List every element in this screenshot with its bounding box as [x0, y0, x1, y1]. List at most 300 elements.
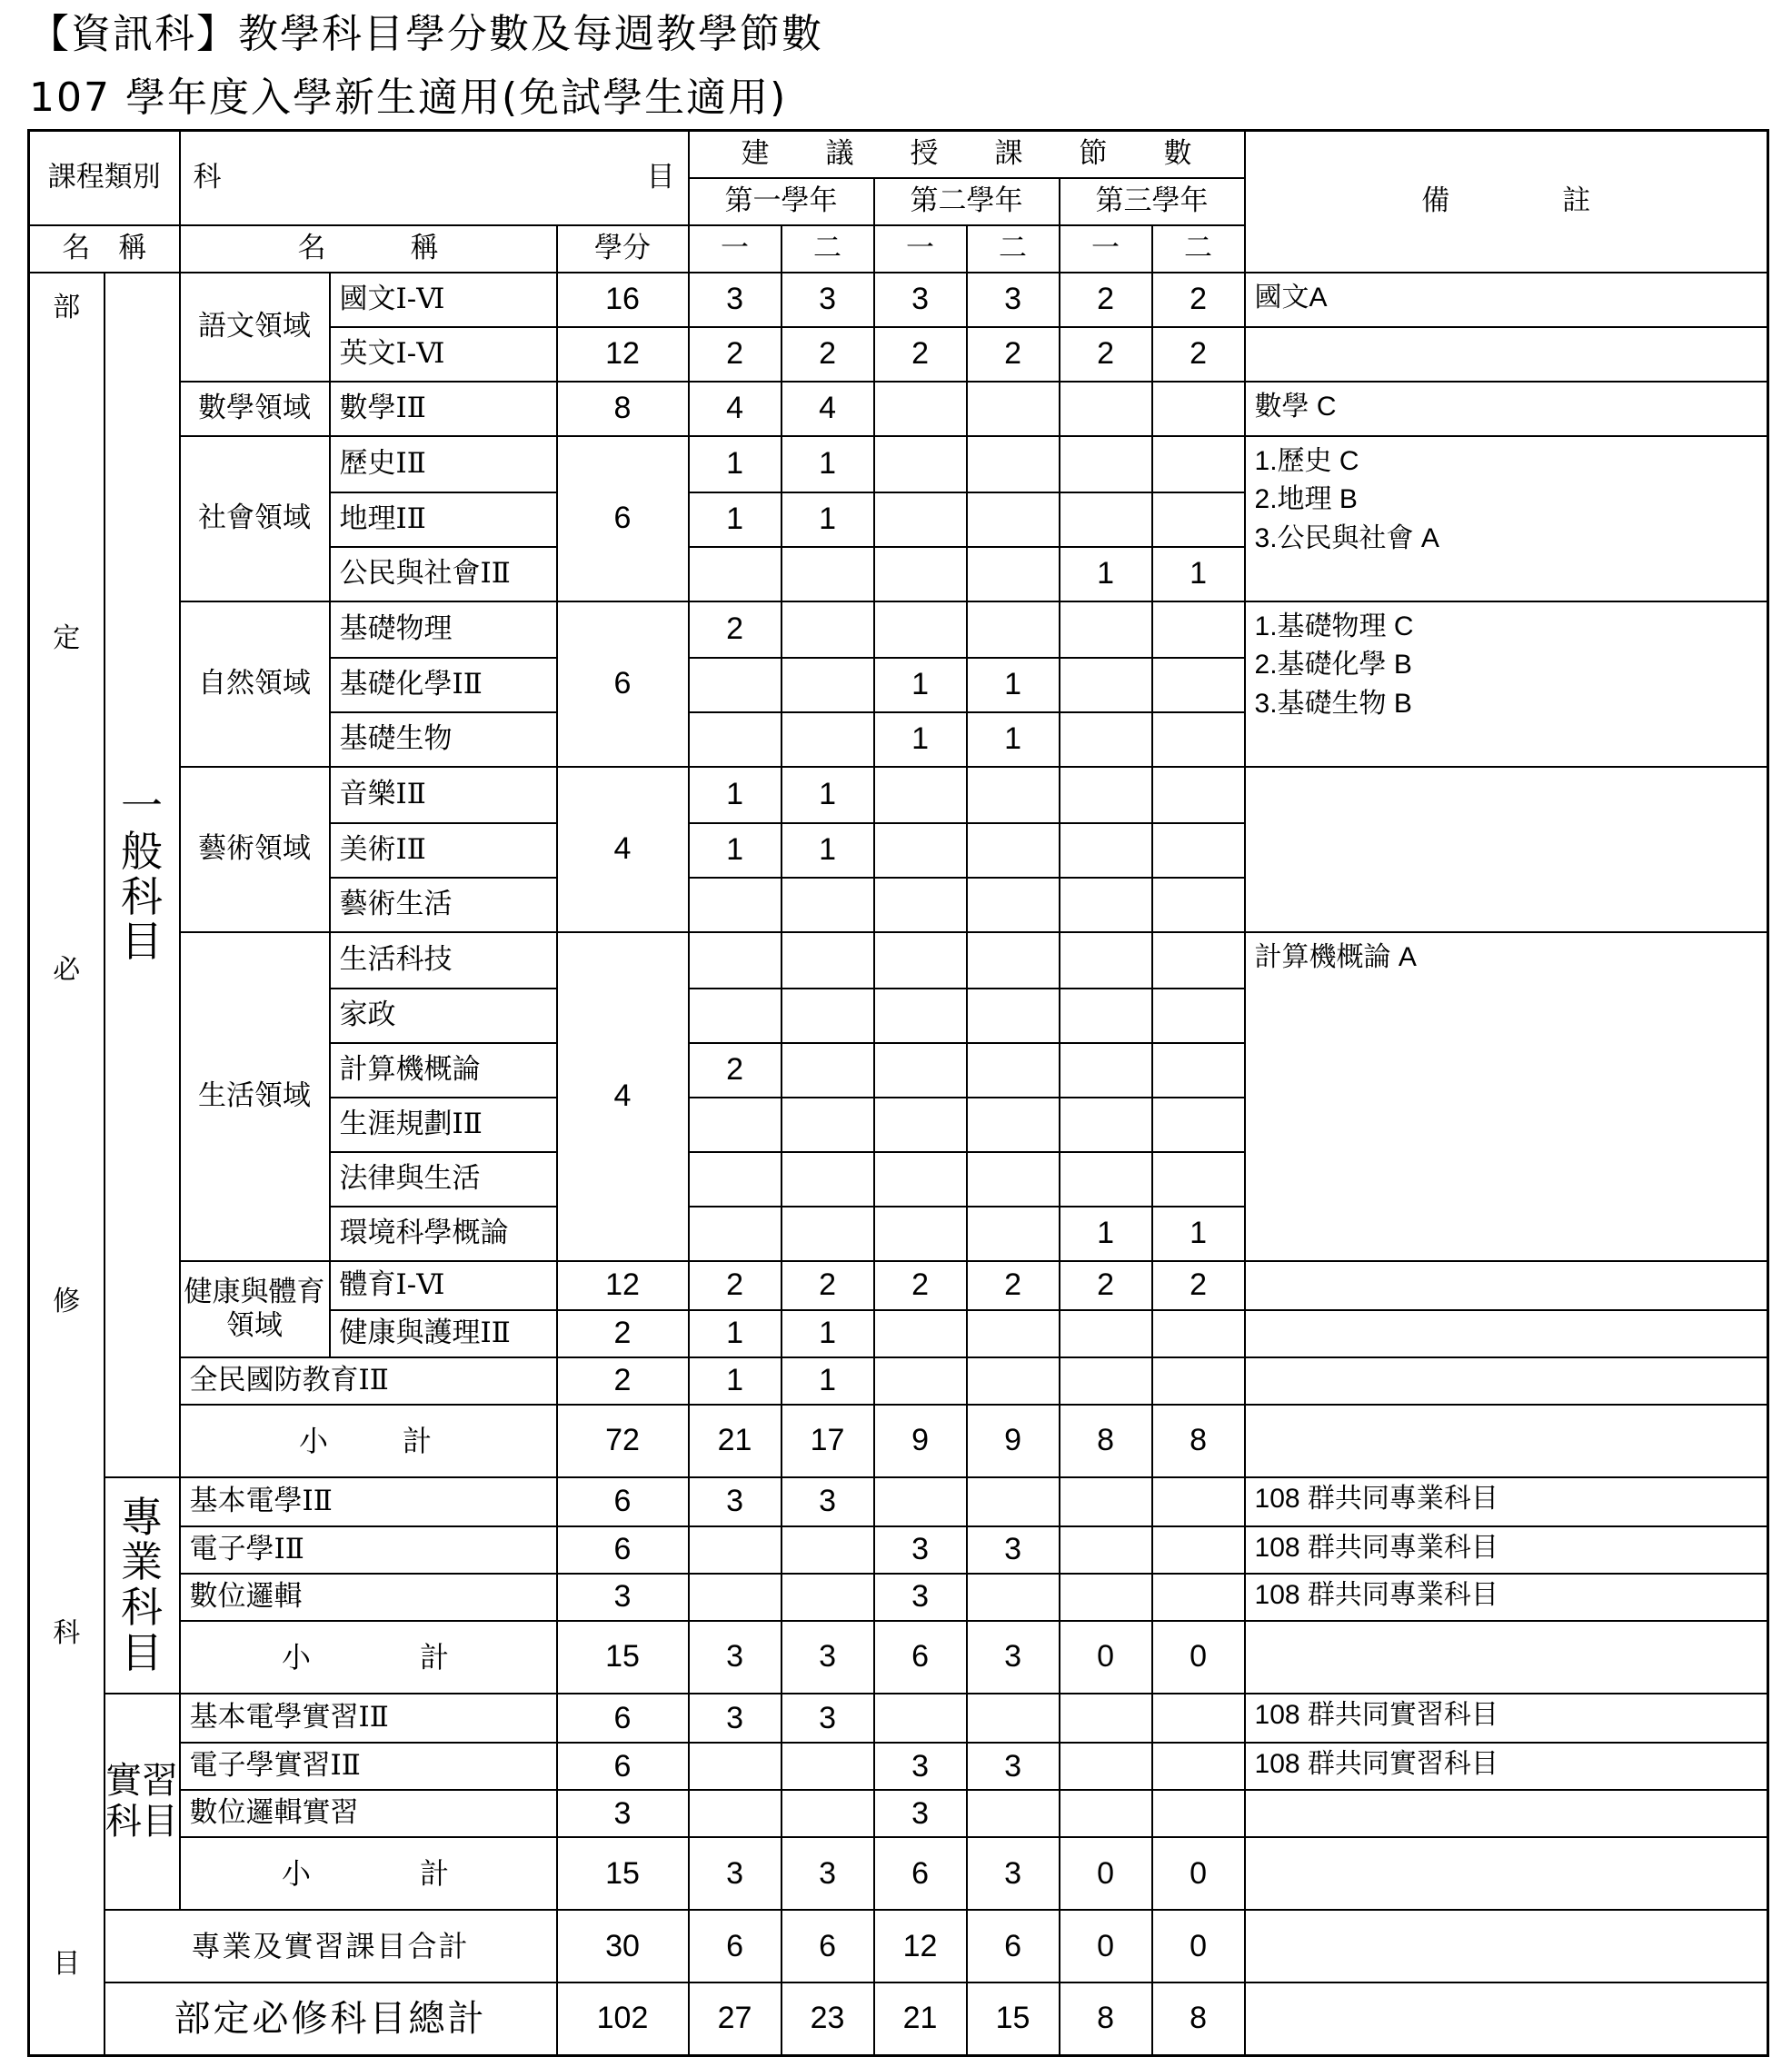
- hours-cell: [967, 1310, 1060, 1357]
- hours-cell: [1060, 601, 1152, 658]
- domain-language: 語文領域: [180, 273, 330, 382]
- hours-cell: [782, 658, 874, 712]
- hours-cell: [782, 1207, 874, 1261]
- hours-cell: [782, 1574, 874, 1621]
- hours-cell: [1152, 1098, 1245, 1152]
- group-professional: 專業科目: [105, 1477, 180, 1694]
- hours-cell: [782, 1098, 874, 1152]
- subject-name: 電子學ⅠⅡ: [180, 1526, 557, 1574]
- table-row: [29, 382, 1768, 436]
- hours-cell: [1060, 1357, 1152, 1405]
- remarks-cell: 數學 C: [1245, 382, 1768, 436]
- table-row: [29, 767, 1768, 823]
- hours-cell: [782, 1152, 874, 1207]
- hours-cell: 3: [874, 1790, 967, 1837]
- remarks-cell: [1245, 767, 1768, 932]
- hours-cell: [689, 878, 782, 932]
- credits-cell: 6: [557, 1743, 689, 1790]
- hours-cell: [967, 1694, 1060, 1743]
- group-general: 一般科目: [105, 273, 180, 1477]
- hours-cell: 15: [967, 1982, 1060, 2055]
- hours-cell: 8: [1060, 1982, 1152, 2055]
- hours-cell: [782, 1743, 874, 1790]
- domain-math: 數學領域: [180, 382, 330, 436]
- subject-name: 生涯規劃ⅠⅡ: [330, 1098, 557, 1152]
- subject-name: 公民與社會ⅠⅡ: [330, 547, 557, 601]
- domain-life: 生活領域: [180, 932, 330, 1261]
- subject-name: 藝術生活: [330, 878, 557, 932]
- hours-cell: 1: [782, 1357, 874, 1405]
- hours-cell: 0: [1060, 1621, 1152, 1694]
- header-year2: 第二學年: [874, 178, 1060, 225]
- credits-cell: 2: [557, 1357, 689, 1405]
- credits-cell: 30: [557, 1910, 689, 1982]
- table-row: [29, 1574, 1768, 1621]
- hours-cell: [1060, 1526, 1152, 1574]
- hours-cell: [689, 989, 782, 1043]
- hours-cell: [1060, 1743, 1152, 1790]
- hours-cell: 1: [782, 1310, 874, 1357]
- hours-cell: [1152, 1152, 1245, 1207]
- table-row: [29, 601, 1768, 658]
- hours-cell: [1060, 1098, 1152, 1152]
- credits-cell: 15: [557, 1621, 689, 1694]
- hours-cell: [782, 547, 874, 601]
- remarks-cell: 108 群共同實習科目: [1245, 1743, 1768, 1790]
- subject-name: 家政: [330, 989, 557, 1043]
- table-row: [29, 1526, 1768, 1574]
- hours-cell: [1060, 1694, 1152, 1743]
- credits-cell: 6: [557, 1694, 689, 1743]
- hours-cell: [1152, 436, 1245, 492]
- hours-cell: 1: [874, 658, 967, 712]
- domain-social: 社會領域: [180, 436, 330, 601]
- credits-cell: 4: [557, 767, 689, 932]
- hours-cell: 0: [1152, 1837, 1245, 1910]
- subject-name: 歷史ⅠⅡ: [330, 436, 557, 492]
- hours-cell: 2: [782, 1261, 874, 1310]
- hours-cell: 2: [689, 1043, 782, 1098]
- hours-cell: 1: [689, 1357, 782, 1405]
- hours-cell: 3: [689, 273, 782, 327]
- header-year3: 第三學年: [1060, 178, 1245, 225]
- document-subtitle: 107 學年度入學新生適用(免試學生適用): [29, 75, 788, 121]
- domain-nature: 自然領域: [180, 601, 330, 767]
- hours-cell: 3: [967, 1621, 1060, 1694]
- credits-cell: 16: [557, 273, 689, 327]
- hours-cell: [1152, 1743, 1245, 1790]
- document-title: 【資訊科】教學科目學分數及每週教學節數: [29, 11, 823, 57]
- remarks-cell: 108 群共同實習科目: [1245, 1694, 1768, 1743]
- hours-cell: 1: [782, 436, 874, 492]
- hours-cell: 12: [874, 1910, 967, 1982]
- hours-cell: 1: [1152, 547, 1245, 601]
- hours-cell: [782, 989, 874, 1043]
- table-row: [29, 436, 1768, 492]
- table-row: [29, 273, 1768, 327]
- subtotal-label: 小 計: [180, 1837, 557, 1910]
- hours-cell: 2: [874, 327, 967, 382]
- hours-cell: [1060, 1574, 1152, 1621]
- hours-cell: [874, 1152, 967, 1207]
- hours-cell: 3: [967, 1526, 1060, 1574]
- hours-cell: 1: [1152, 1207, 1245, 1261]
- subject-name: 數位邏輯實習: [180, 1790, 557, 1837]
- credits-cell: 3: [557, 1574, 689, 1621]
- hours-cell: [1152, 878, 1245, 932]
- subject-name: 地理ⅠⅡ: [330, 492, 557, 547]
- hours-cell: [689, 658, 782, 712]
- required-column-label: 部 定 必 修 科 目: [29, 273, 105, 2056]
- table-row: [29, 1743, 1768, 1790]
- hours-cell: [874, 601, 967, 658]
- credits-cell: 12: [557, 327, 689, 382]
- hours-cell: 3: [689, 1477, 782, 1526]
- hours-cell: 9: [874, 1405, 967, 1477]
- hours-cell: [874, 767, 967, 823]
- hours-cell: [874, 1207, 967, 1261]
- table-row: [29, 1261, 1768, 1310]
- hours-cell: [782, 1790, 874, 1837]
- hours-cell: 3: [967, 273, 1060, 327]
- hours-cell: [1152, 1310, 1245, 1357]
- hours-cell: [967, 878, 1060, 932]
- hours-cell: [1152, 823, 1245, 878]
- header-sem: 一: [689, 225, 782, 273]
- hours-cell: [874, 878, 967, 932]
- hours-cell: 27: [689, 1982, 782, 2055]
- hours-cell: 8: [1060, 1405, 1152, 1477]
- header-sem: 一: [1060, 225, 1152, 273]
- table-row: [29, 1621, 1768, 1694]
- hours-cell: 4: [782, 382, 874, 436]
- hours-cell: [1060, 492, 1152, 547]
- hours-cell: [1060, 878, 1152, 932]
- subtotal-label: 小 計: [180, 1405, 557, 1477]
- hours-cell: [874, 436, 967, 492]
- hours-cell: [967, 1790, 1060, 1837]
- hours-cell: [1152, 1357, 1245, 1405]
- header-subject-name: 名 稱: [180, 225, 557, 273]
- hours-cell: 1: [1060, 1207, 1152, 1261]
- header-sem: 二: [782, 225, 874, 273]
- hours-cell: [967, 989, 1060, 1043]
- remarks-cell: 國文A: [1245, 273, 1768, 327]
- subject-name: 基礎化學ⅠⅡ: [330, 658, 557, 712]
- hours-cell: 4: [689, 382, 782, 436]
- hours-cell: [967, 436, 1060, 492]
- hours-cell: 8: [1152, 1405, 1245, 1477]
- header-suggested-hours: 建 議 授 課 節 數: [689, 131, 1245, 178]
- credits-cell: 6: [557, 1526, 689, 1574]
- hours-cell: 2: [874, 1261, 967, 1310]
- header-remarks: 備 註: [1245, 131, 1768, 273]
- credits-cell: 3: [557, 1790, 689, 1837]
- subject-name: 計算機概論: [330, 1043, 557, 1098]
- hours-cell: [1152, 1574, 1245, 1621]
- hours-cell: [967, 1043, 1060, 1098]
- hours-cell: [967, 492, 1060, 547]
- group-practice: 實習科目: [105, 1694, 180, 1910]
- header-credits: 學分: [557, 225, 689, 273]
- table-row: [29, 1357, 1768, 1405]
- hours-cell: [1060, 767, 1152, 823]
- remarks-cell: 計算機概論 A: [1245, 932, 1768, 1261]
- hours-cell: [1152, 492, 1245, 547]
- table-row: [29, 932, 1768, 989]
- remarks-cell: [1245, 1310, 1768, 1357]
- subject-name: 音樂ⅠⅡ: [330, 767, 557, 823]
- hours-cell: 6: [874, 1837, 967, 1910]
- hours-cell: [967, 1477, 1060, 1526]
- hours-cell: 1: [874, 712, 967, 767]
- subject-name: 體育Ⅰ-Ⅵ: [330, 1261, 557, 1310]
- hours-cell: 3: [874, 1743, 967, 1790]
- subject-name: 生活科技: [330, 932, 557, 989]
- hours-cell: [689, 1574, 782, 1621]
- credits-cell: 6: [557, 601, 689, 767]
- hours-cell: [874, 1477, 967, 1526]
- hours-cell: 8: [1152, 1982, 1245, 2055]
- remarks-cell: 1.歷史 C 2.地理 B 3.公民與社會 A: [1245, 436, 1768, 601]
- hours-cell: [782, 712, 874, 767]
- subject-name: 基礎物理: [330, 601, 557, 658]
- table-row: [29, 1694, 1768, 1743]
- curriculum-table: [27, 129, 1769, 2057]
- hours-cell: 6: [967, 1910, 1060, 1982]
- table-row: [29, 1790, 1768, 1837]
- hours-cell: 0: [1152, 1621, 1245, 1694]
- hours-cell: [689, 547, 782, 601]
- hours-cell: [967, 823, 1060, 878]
- hours-cell: [1060, 989, 1152, 1043]
- hours-cell: 3: [874, 1574, 967, 1621]
- hours-cell: [1152, 767, 1245, 823]
- remarks-cell: [1245, 1982, 1768, 2055]
- subject-name: 法律與生活: [330, 1152, 557, 1207]
- hours-cell: [1060, 1310, 1152, 1357]
- hours-cell: [967, 1152, 1060, 1207]
- table-row: [29, 1405, 1768, 1477]
- hours-cell: [1060, 1477, 1152, 1526]
- credits-cell: 6: [557, 436, 689, 601]
- hours-cell: 1: [689, 823, 782, 878]
- subject-name: 英文Ⅰ-Ⅵ: [330, 327, 557, 382]
- remarks-cell: [1245, 1790, 1768, 1837]
- hours-cell: [689, 1526, 782, 1574]
- hours-cell: [1060, 658, 1152, 712]
- hours-cell: 1: [967, 712, 1060, 767]
- hours-cell: [1152, 658, 1245, 712]
- hours-cell: [1060, 436, 1152, 492]
- hours-cell: [874, 1098, 967, 1152]
- hours-cell: 3: [782, 1837, 874, 1910]
- remarks-cell: 108 群共同專業科目: [1245, 1574, 1768, 1621]
- hours-cell: 2: [1060, 1261, 1152, 1310]
- hours-cell: 3: [967, 1743, 1060, 1790]
- subject-name: 電子學實習ⅠⅡ: [180, 1743, 557, 1790]
- header-year1: 第一學年: [689, 178, 874, 225]
- hours-cell: [874, 547, 967, 601]
- hours-cell: [874, 1357, 967, 1405]
- hours-cell: 3: [782, 1477, 874, 1526]
- hours-cell: [1060, 1043, 1152, 1098]
- hours-cell: [689, 1098, 782, 1152]
- hours-cell: 0: [1152, 1910, 1245, 1982]
- hours-cell: 23: [782, 1982, 874, 2055]
- subject-name: 國文Ⅰ-Ⅵ: [330, 273, 557, 327]
- remarks-cell: [1245, 1405, 1768, 1477]
- remarks-cell: [1245, 1837, 1768, 1910]
- hours-cell: [689, 932, 782, 989]
- subject-name: 數學ⅠⅡ: [330, 382, 557, 436]
- hours-cell: [1060, 932, 1152, 989]
- credits-cell: 102: [557, 1982, 689, 2055]
- remarks-cell: [1245, 1910, 1768, 1982]
- subject-name: 健康與護理ⅠⅡ: [330, 1310, 557, 1357]
- hours-cell: 3: [782, 1621, 874, 1694]
- header-sem: 一: [874, 225, 967, 273]
- header-sem: 二: [967, 225, 1060, 273]
- hours-cell: 2: [689, 601, 782, 658]
- hours-cell: 1: [689, 767, 782, 823]
- hours-cell: [874, 1310, 967, 1357]
- hours-cell: 2: [689, 327, 782, 382]
- hours-cell: [967, 1098, 1060, 1152]
- hours-cell: [1152, 1694, 1245, 1743]
- hours-cell: [1060, 712, 1152, 767]
- hours-cell: [1152, 382, 1245, 436]
- hours-cell: 0: [1060, 1910, 1152, 1982]
- hours-cell: [1152, 1477, 1245, 1526]
- hours-cell: [1152, 989, 1245, 1043]
- header-category-name: 名 稱: [29, 225, 180, 273]
- hours-cell: [782, 878, 874, 932]
- hours-cell: [1060, 1152, 1152, 1207]
- hours-cell: 2: [1152, 327, 1245, 382]
- hours-cell: 2: [1152, 1261, 1245, 1310]
- hours-cell: [689, 1790, 782, 1837]
- domain-arts: 藝術領域: [180, 767, 330, 932]
- hours-cell: [1060, 823, 1152, 878]
- hours-cell: [874, 1694, 967, 1743]
- remarks-cell: [1245, 327, 1768, 382]
- header-subject-right: 目: [646, 161, 675, 194]
- hours-cell: [874, 382, 967, 436]
- hours-cell: [967, 547, 1060, 601]
- hours-cell: [874, 1043, 967, 1098]
- subject-name: 基本電學實習ⅠⅡ: [180, 1694, 557, 1743]
- hours-cell: 6: [874, 1621, 967, 1694]
- hours-cell: 6: [782, 1910, 874, 1982]
- hours-cell: [967, 382, 1060, 436]
- hours-cell: 17: [782, 1405, 874, 1477]
- hours-cell: [967, 767, 1060, 823]
- subject-name: 數位邏輯: [180, 1574, 557, 1621]
- remarks-cell: 108 群共同專業科目: [1245, 1477, 1768, 1526]
- remarks-cell: 108 群共同專業科目: [1245, 1526, 1768, 1574]
- credits-cell: 15: [557, 1837, 689, 1910]
- hours-cell: 1: [689, 492, 782, 547]
- hours-cell: [782, 1043, 874, 1098]
- hours-cell: [689, 1207, 782, 1261]
- hours-cell: 1: [782, 767, 874, 823]
- hours-cell: 6: [689, 1910, 782, 1982]
- subject-name: 基礎生物: [330, 712, 557, 767]
- hours-cell: 2: [1060, 273, 1152, 327]
- hours-cell: 2: [1060, 327, 1152, 382]
- hours-cell: 21: [874, 1982, 967, 2055]
- hours-cell: 0: [1060, 1837, 1152, 1910]
- hours-cell: 3: [782, 273, 874, 327]
- remarks-cell: [1245, 1261, 1768, 1310]
- remarks-cell: 1.基礎物理 C 2.基礎化學 B 3.基礎生物 B: [1245, 601, 1768, 767]
- hours-cell: [1152, 1790, 1245, 1837]
- hours-cell: 21: [689, 1405, 782, 1477]
- hours-cell: 2: [967, 1261, 1060, 1310]
- domain-health: 健康與體育領域: [180, 1261, 330, 1357]
- table-row: [29, 1910, 1768, 1982]
- hours-cell: [967, 601, 1060, 658]
- hours-cell: [1152, 1043, 1245, 1098]
- hours-cell: [782, 932, 874, 989]
- subject-name: 基本電學ⅠⅡ: [180, 1477, 557, 1526]
- hours-cell: 3: [689, 1621, 782, 1694]
- header-subject: [180, 131, 689, 225]
- hours-cell: [782, 1526, 874, 1574]
- hours-cell: [782, 601, 874, 658]
- hours-cell: 9: [967, 1405, 1060, 1477]
- credits-cell: 4: [557, 932, 689, 1261]
- total-label: 專業及實習課目合計: [105, 1910, 557, 1982]
- hours-cell: 3: [967, 1837, 1060, 1910]
- hours-cell: [1152, 1526, 1245, 1574]
- hours-cell: [874, 492, 967, 547]
- hours-cell: 2: [1152, 273, 1245, 327]
- hours-cell: 3: [874, 1526, 967, 1574]
- table-row: [29, 1837, 1768, 1910]
- credits-cell: 2: [557, 1310, 689, 1357]
- hours-cell: 3: [782, 1694, 874, 1743]
- grand-total-label: 部定必修科目總計: [105, 1982, 557, 2055]
- hours-cell: 3: [689, 1694, 782, 1743]
- hours-cell: [1152, 932, 1245, 989]
- hours-cell: [1060, 1790, 1152, 1837]
- hours-cell: 1: [689, 1310, 782, 1357]
- remarks-cell: [1245, 1357, 1768, 1405]
- hours-cell: 3: [874, 273, 967, 327]
- hours-cell: [689, 712, 782, 767]
- hours-cell: 1: [689, 436, 782, 492]
- table-row: [29, 1982, 1768, 2055]
- domain-defense: 全民國防教育ⅠⅡ: [180, 1357, 557, 1405]
- hours-cell: [689, 1743, 782, 1790]
- subject-name: 環境科學概論: [330, 1207, 557, 1261]
- hours-cell: [967, 932, 1060, 989]
- hours-cell: [1060, 382, 1152, 436]
- credits-cell: 72: [557, 1405, 689, 1477]
- hours-cell: 2: [782, 327, 874, 382]
- table-row: [29, 1477, 1768, 1526]
- hours-cell: [967, 1357, 1060, 1405]
- header-category: 課程類別: [29, 131, 180, 225]
- hours-cell: [1152, 601, 1245, 658]
- hours-cell: 3: [689, 1837, 782, 1910]
- hours-cell: [689, 1152, 782, 1207]
- hours-cell: [874, 932, 967, 989]
- subtotal-label: 小 計: [180, 1621, 557, 1694]
- hours-cell: 1: [782, 823, 874, 878]
